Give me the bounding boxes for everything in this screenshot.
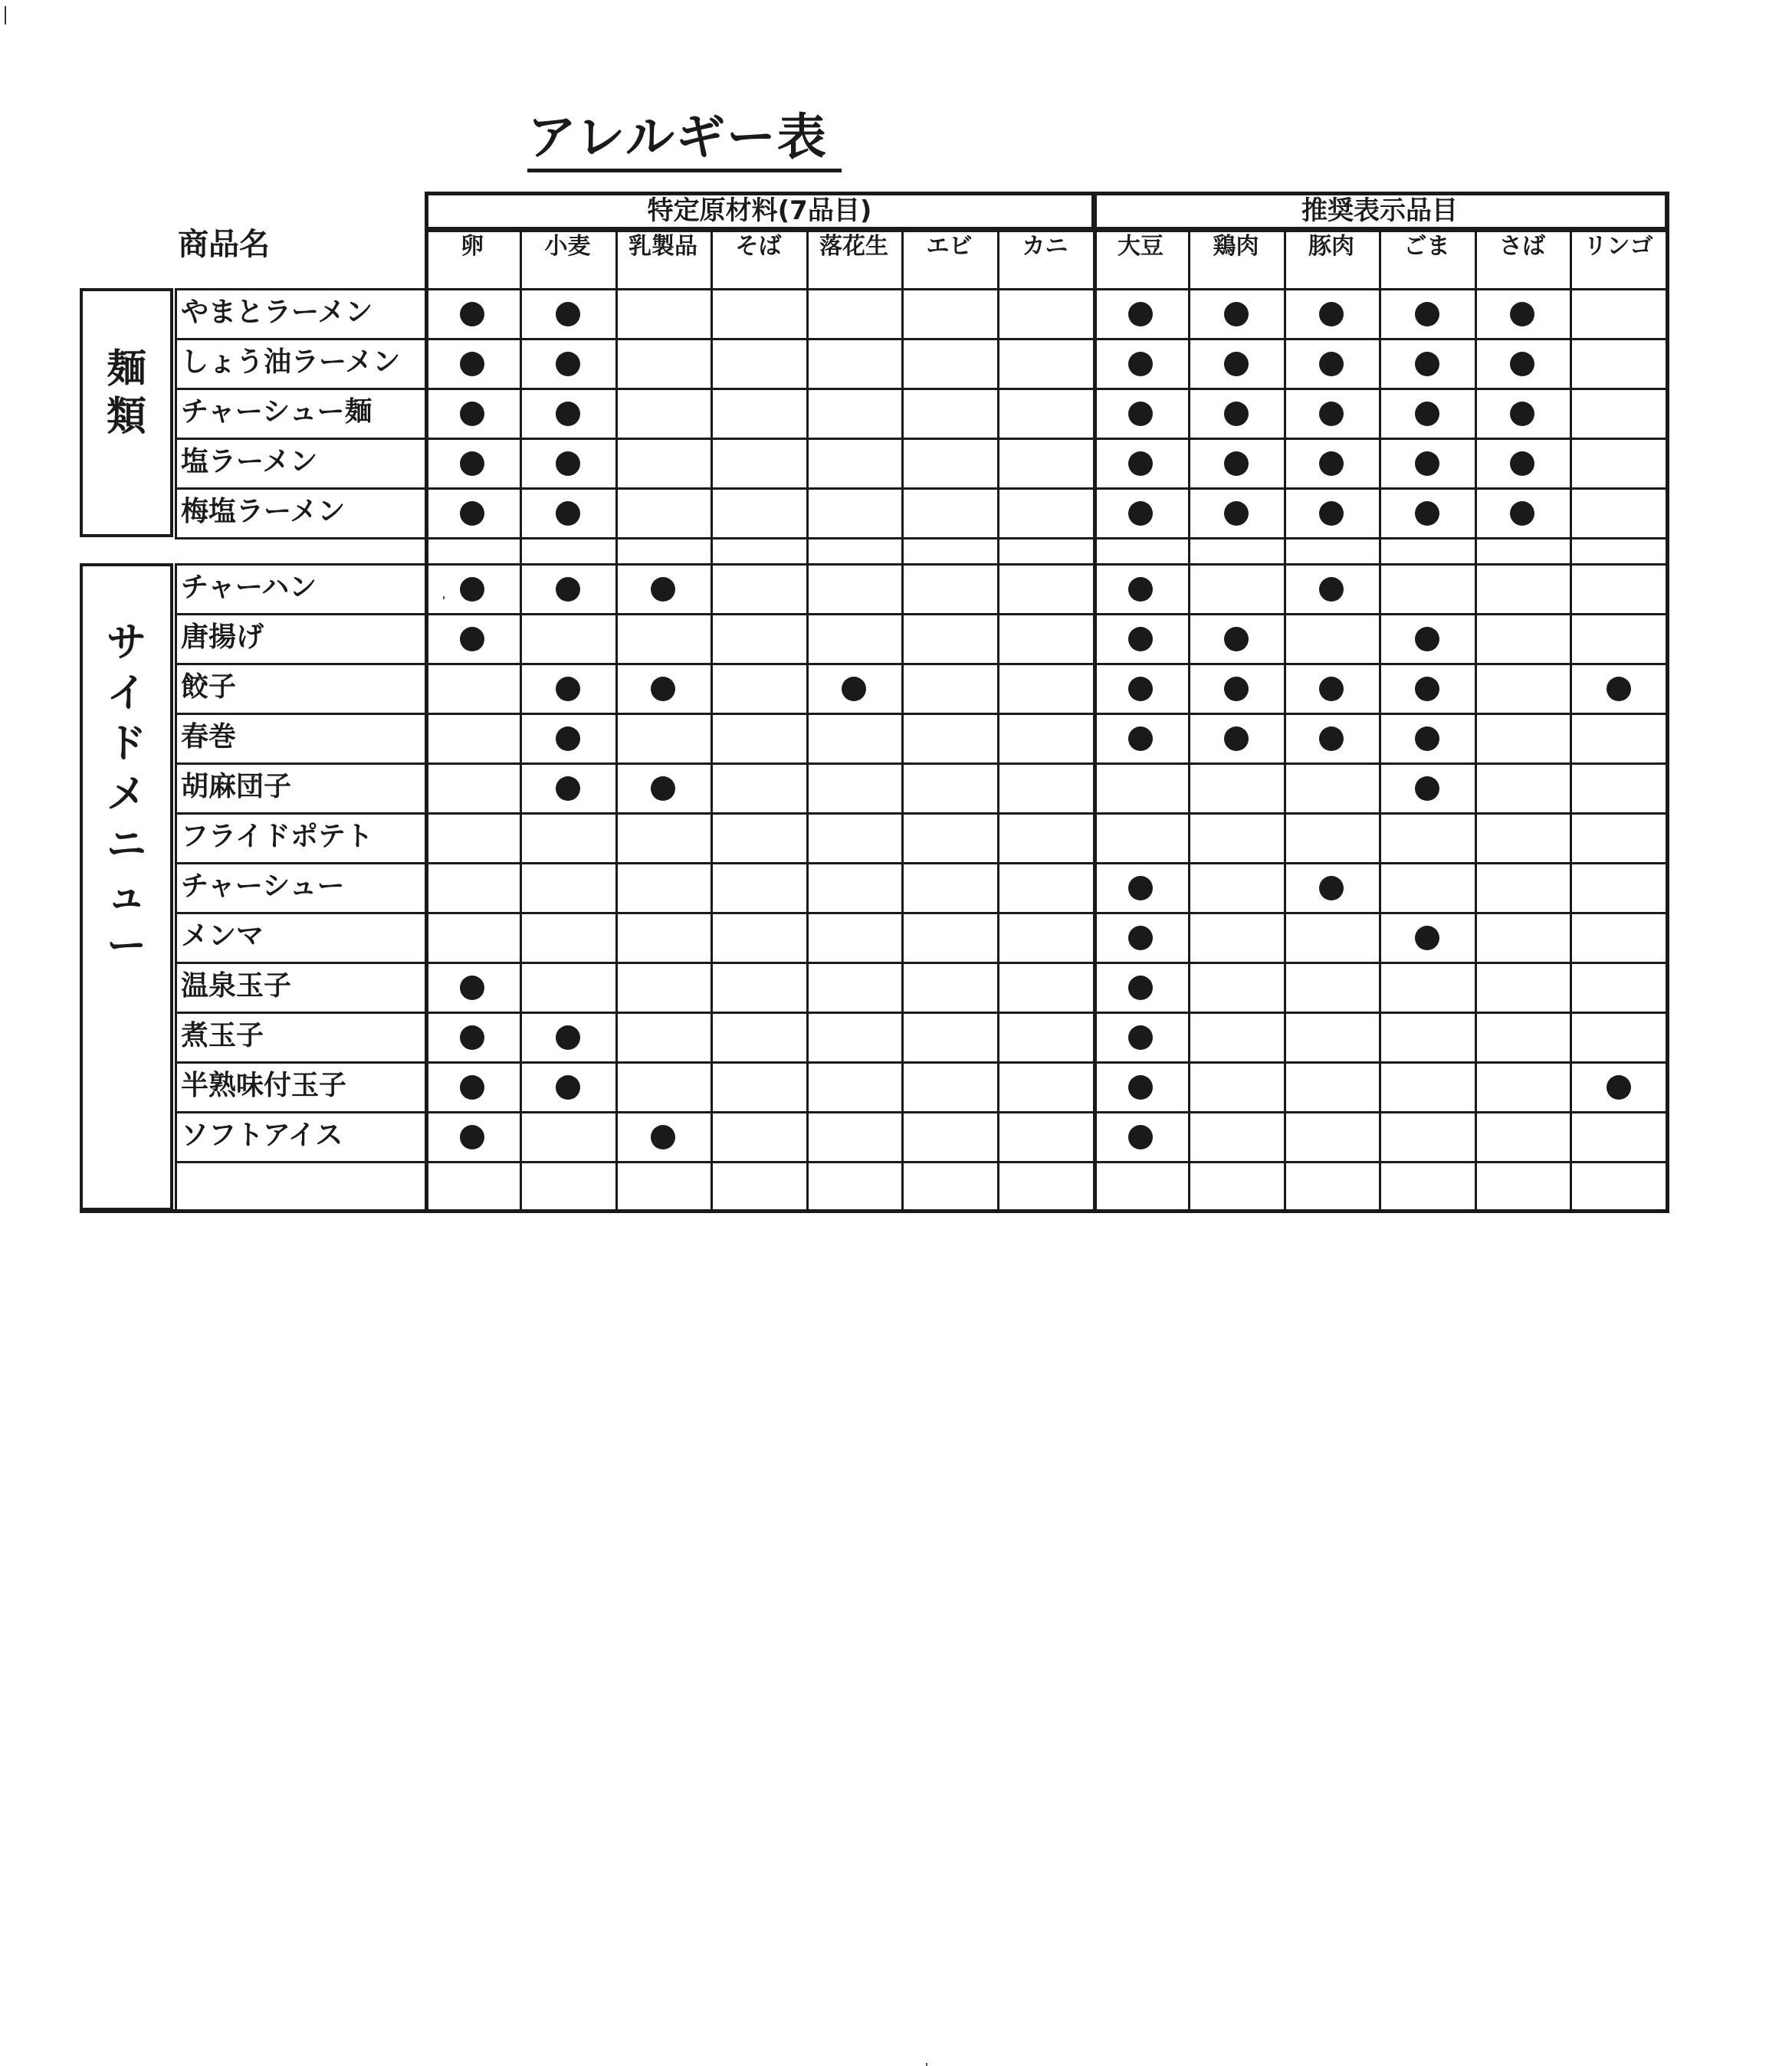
side-col-line xyxy=(1093,563,1097,1213)
gap-col-line xyxy=(615,537,618,563)
column-header-10: ごま xyxy=(1403,233,1450,260)
column-header-5: エビ xyxy=(926,233,973,260)
group-header-recommended: 推奨表示品目 xyxy=(1091,192,1668,230)
category-char: ド xyxy=(106,721,146,767)
allergen-mark xyxy=(556,677,580,701)
header-col-line xyxy=(520,230,522,288)
product-name: フライドポテト xyxy=(181,821,373,852)
allergen-mark xyxy=(1607,677,1631,701)
allergen-mark xyxy=(1224,677,1249,701)
allergen-mark xyxy=(460,976,484,1000)
side-col-line xyxy=(1284,563,1286,1213)
allergen-mark xyxy=(1224,451,1249,476)
allergen-mark xyxy=(1128,926,1153,950)
noodle-name-border xyxy=(175,288,177,539)
gap-col-line xyxy=(1284,537,1286,563)
side-name-border xyxy=(175,563,177,1213)
header-col-line xyxy=(711,230,713,288)
allergen-mark xyxy=(1128,677,1153,701)
allergen-mark xyxy=(1510,402,1534,426)
product-name: 胡麻団子 xyxy=(181,771,292,802)
allergen-mark xyxy=(1128,501,1153,526)
allergen-mark xyxy=(460,302,484,326)
category-char: 麺 xyxy=(106,346,146,392)
category-char: イ xyxy=(106,671,146,717)
category-label-1 xyxy=(80,563,173,1211)
gap-col-line xyxy=(806,537,809,563)
product-name: 春巻 xyxy=(181,721,237,753)
header-col-line xyxy=(425,192,428,288)
allergen-mark xyxy=(651,1125,675,1149)
allergen-mark xyxy=(1128,1125,1153,1149)
gap-col-line xyxy=(1188,537,1190,563)
product-name-header: 商品名 xyxy=(178,227,270,262)
gap-col-line xyxy=(997,537,999,563)
allergen-mark xyxy=(1510,451,1534,476)
product-name: ソフトアイス xyxy=(181,1120,343,1151)
allergen-mark xyxy=(556,776,580,801)
gap-col-line xyxy=(1379,537,1381,563)
allergen-mark xyxy=(1510,352,1534,376)
allergen-mark xyxy=(1224,627,1249,651)
allergen-mark xyxy=(842,677,866,701)
noodle-col-line xyxy=(1570,288,1572,539)
category-char: メ xyxy=(106,772,146,818)
allergen-mark xyxy=(1128,1025,1153,1050)
header-col-line xyxy=(1570,230,1572,288)
allergen-mark xyxy=(1319,302,1344,326)
allergen-mark xyxy=(556,726,580,751)
product-name: しょう油ラーメン xyxy=(181,346,401,378)
column-header-3: そば xyxy=(735,233,782,260)
noodle-col-line xyxy=(901,288,904,539)
allergen-mark xyxy=(460,501,484,526)
side-col-line xyxy=(1475,563,1477,1213)
noodle-col-line xyxy=(615,288,618,539)
gap-col-line xyxy=(901,537,904,563)
noodle-col-line xyxy=(1093,288,1097,539)
category-char: 類 xyxy=(106,394,146,440)
allergen-mark xyxy=(1415,926,1439,950)
header-mid-line xyxy=(425,230,1667,232)
allergen-mark xyxy=(1319,726,1344,751)
allergen-mark xyxy=(1224,501,1249,526)
side-col-line xyxy=(806,563,809,1213)
noodle-row-line xyxy=(175,537,1667,539)
group-header-specific: 特定原材料(7品目) xyxy=(425,192,1095,230)
gap-col-line xyxy=(1093,537,1097,563)
side-row-line xyxy=(175,1161,1667,1163)
side-col-line xyxy=(711,563,713,1213)
allergen-mark xyxy=(460,577,484,602)
product-name: メンマ xyxy=(181,920,264,952)
table-bottom-line xyxy=(80,1209,1667,1213)
allergen-mark xyxy=(1128,726,1153,751)
allergen-mark xyxy=(1415,677,1439,701)
side-col-line xyxy=(901,563,904,1213)
gap-col-line xyxy=(520,537,522,563)
noodle-col-line xyxy=(520,288,522,539)
allergen-mark xyxy=(1224,726,1249,751)
allergen-mark xyxy=(460,1125,484,1149)
column-header-6: カニ xyxy=(1022,233,1068,260)
allergen-mark xyxy=(1128,1075,1153,1100)
product-name: 餃子 xyxy=(181,671,237,703)
header-col-line xyxy=(1093,192,1097,288)
allergen-mark xyxy=(460,402,484,426)
category-label-0 xyxy=(80,288,173,537)
product-name: チャーシュー xyxy=(181,871,345,902)
header-col-line xyxy=(901,230,904,288)
gap-col-line xyxy=(1570,537,1572,563)
scan-speck xyxy=(443,596,445,599)
gap-col-line xyxy=(711,537,713,563)
allergen-mark xyxy=(460,451,484,476)
allergen-mark xyxy=(1415,776,1439,801)
side-col-line xyxy=(520,563,522,1213)
allergen-mark xyxy=(1128,352,1153,376)
column-header-8: 鶏肉 xyxy=(1213,233,1259,260)
header-col-line xyxy=(806,230,809,288)
allergen-mark xyxy=(1319,352,1344,376)
product-name: やまとラーメン xyxy=(181,297,373,328)
gap-col-line xyxy=(425,537,428,563)
allergen-mark xyxy=(1415,627,1439,651)
allergen-mark xyxy=(1415,402,1439,426)
allergen-mark xyxy=(1510,501,1534,526)
allergen-mark xyxy=(460,627,484,651)
side-col-line xyxy=(1188,563,1190,1213)
header-top-line xyxy=(425,193,1667,195)
category-char: ニ xyxy=(106,822,146,868)
noodle-col-line xyxy=(425,288,428,539)
side-col-line xyxy=(1379,563,1381,1213)
allergen-mark xyxy=(1415,726,1439,751)
page-title: アレルギー表 xyxy=(527,107,842,172)
product-name: 梅塩ラーメン xyxy=(181,496,346,527)
product-name: 塩ラーメン xyxy=(181,446,318,477)
column-header-12: リンゴ xyxy=(1584,233,1653,260)
allergen-mark xyxy=(651,577,675,602)
column-header-7: 大豆 xyxy=(1118,233,1163,260)
product-name: チャーシュー麺 xyxy=(181,396,373,428)
allergen-mark xyxy=(1128,302,1153,326)
allergen-mark xyxy=(556,302,580,326)
allergen-mark xyxy=(556,1025,580,1050)
allergen-mark xyxy=(1128,451,1153,476)
allergen-mark xyxy=(1607,1075,1631,1100)
allergen-mark xyxy=(651,677,675,701)
allergen-mark xyxy=(1224,402,1249,426)
allergen-mark xyxy=(1319,677,1344,701)
scan-edge-mark xyxy=(5,6,6,25)
header-col-line xyxy=(1188,230,1190,288)
side-col-line xyxy=(1666,563,1669,1213)
header-col-line xyxy=(1284,230,1286,288)
scan-speck xyxy=(926,2063,927,2066)
noodle-col-line xyxy=(1475,288,1477,539)
allergen-mark xyxy=(1319,501,1344,526)
allergen-mark xyxy=(1415,302,1439,326)
side-col-line xyxy=(615,563,618,1213)
allergen-mark xyxy=(1224,352,1249,376)
allergen-mark xyxy=(1128,876,1153,900)
category-char: ー xyxy=(106,923,146,969)
product-name: チャーハン xyxy=(181,572,317,603)
noodle-col-line xyxy=(711,288,713,539)
allergen-mark xyxy=(556,402,580,426)
side-col-line xyxy=(1570,563,1572,1213)
allergen-mark xyxy=(460,1075,484,1100)
product-name: 半熟味付玉子 xyxy=(181,1070,347,1101)
allergen-mark xyxy=(651,776,675,801)
column-header-4: 落花生 xyxy=(819,233,888,260)
allergen-mark xyxy=(1415,451,1439,476)
gap-col-line xyxy=(1666,537,1669,563)
allergen-mark xyxy=(1510,302,1534,326)
allergen-mark xyxy=(1319,577,1344,602)
allergen-mark xyxy=(1415,501,1439,526)
allergen-mark xyxy=(1319,876,1344,900)
allergen-mark xyxy=(1415,352,1439,376)
allergen-mark xyxy=(556,451,580,476)
column-header-9: 豚肉 xyxy=(1308,233,1354,260)
product-name: 煮玉子 xyxy=(181,1020,264,1051)
category-char: ュ xyxy=(106,873,146,919)
allergen-mark xyxy=(556,577,580,602)
product-name: 温泉玉子 xyxy=(181,970,292,1002)
noodle-col-line xyxy=(1188,288,1190,539)
allergen-mark xyxy=(1319,402,1344,426)
allergen-mark xyxy=(460,352,484,376)
header-col-line xyxy=(615,230,618,288)
header-col-line xyxy=(997,230,999,288)
allergen-mark xyxy=(1128,577,1153,602)
side-col-line xyxy=(997,563,999,1213)
column-header-11: さば xyxy=(1499,233,1545,260)
allergen-mark xyxy=(1128,402,1153,426)
allergen-mark xyxy=(1319,451,1344,476)
allergen-mark xyxy=(556,352,580,376)
category-char: サ xyxy=(106,620,146,666)
allergen-mark xyxy=(1128,976,1153,1000)
allergen-mark xyxy=(556,501,580,526)
column-header-2: 乳製品 xyxy=(629,233,697,260)
allergen-mark xyxy=(1128,627,1153,651)
allergen-mark xyxy=(556,1075,580,1100)
noodle-col-line xyxy=(1379,288,1381,539)
noodle-col-line xyxy=(997,288,999,539)
noodle-col-line xyxy=(1284,288,1286,539)
noodle-col-line xyxy=(1666,288,1669,539)
header-col-line xyxy=(1475,230,1477,288)
side-col-line xyxy=(425,563,428,1213)
column-header-1: 小麦 xyxy=(544,233,591,260)
header-col-line xyxy=(1666,192,1669,288)
allergen-mark xyxy=(460,1025,484,1050)
gap-col-line xyxy=(1475,537,1477,563)
allergen-mark xyxy=(1224,302,1249,326)
noodle-col-line xyxy=(806,288,809,539)
column-header-0: 卵 xyxy=(461,233,484,260)
header-col-line xyxy=(1379,230,1381,288)
product-name: 唐揚げ xyxy=(181,621,264,653)
